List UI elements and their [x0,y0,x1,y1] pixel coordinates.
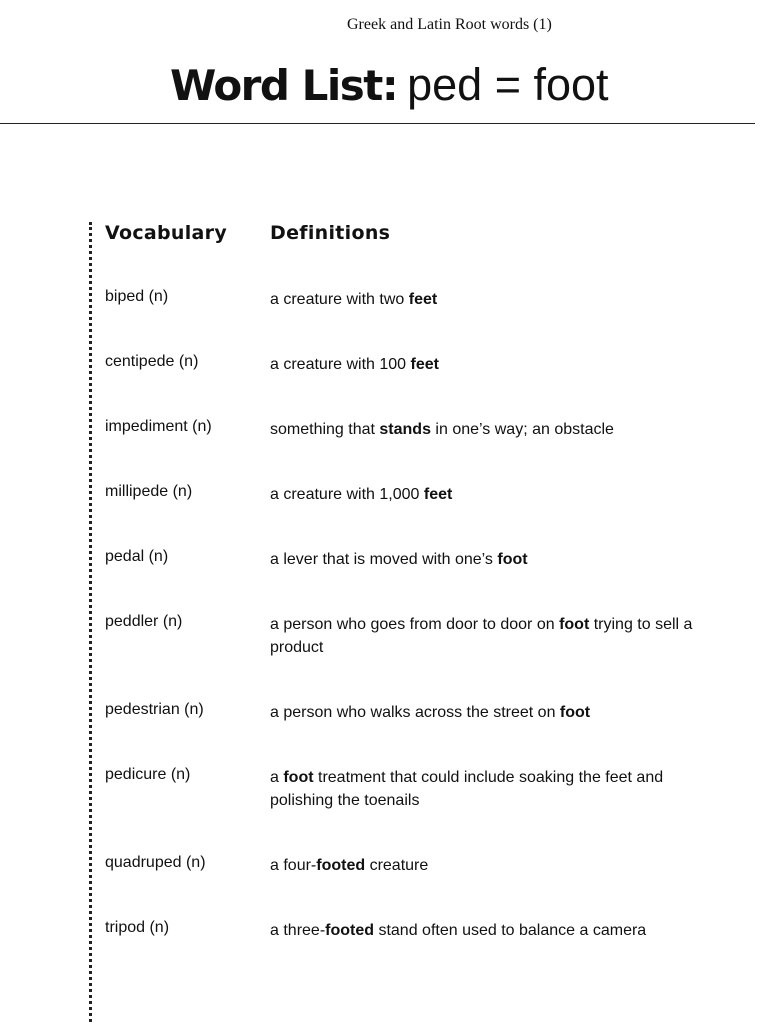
vocab-definition [270,854,710,877]
page-title-root: ped = foot [407,59,609,110]
definitions-column-header: Definitions [270,222,391,244]
definition-root-emphasis: feet [410,356,439,373]
vocab-term: millipede (n) [105,483,193,500]
vocab-term: peddler (n) [105,613,183,630]
definition-text: in one’s way; an obstacle [430,421,614,438]
vocab-term: tripod (n) [105,919,170,936]
title-divider [0,123,755,124]
definition-root-emphasis: foot [559,704,591,721]
definition-root-emphasis: stands [379,421,431,438]
definition-text: a creature with two [270,291,409,308]
vocab-term: impediment (n) [105,418,212,435]
definition-text: a person who goes from door to door on [270,616,560,633]
definition-root-emphasis: footed [316,857,366,874]
vocab-definition [270,766,710,812]
definition-text: a [270,769,284,786]
page-title-label: Word List: [170,61,398,110]
vocab-definition [270,353,710,376]
vocab-definition [270,919,710,942]
vocab-term: pedestrian (n) [105,701,204,718]
dotted-margin-line [89,222,92,1022]
vocab-term: biped (n) [105,288,169,305]
definition-text: a three- [270,922,326,939]
definition-text: a lever that is moved with one’s [270,551,498,568]
definition-text: a creature with 1,000 [270,486,424,503]
vocabulary-column-header: Vocabulary [105,222,228,244]
definition-root-emphasis: footed [325,922,375,939]
vocab-definition [270,613,710,659]
vocab-definition [270,288,710,311]
definition-text: creature [365,857,429,874]
vocab-definition [270,701,710,724]
vocab-term: pedal (n) [105,548,169,565]
definition-text: a four- [270,857,317,874]
definition-text: a person who walks across the street on [270,704,560,721]
definition-root-emphasis: foot [497,551,528,568]
definition-root-emphasis: feet [408,291,438,308]
definition-text: trying to sell a product [270,616,693,656]
vocab-definition [270,418,710,441]
vocab-definition [270,548,710,571]
definition-root-emphasis: foot [559,616,590,633]
definition-root-emphasis: foot [283,769,314,786]
definition-text: something that [270,421,380,438]
definition-root-emphasis: feet [423,486,453,503]
vocab-term: pedicure (n) [105,766,191,783]
definition-text: treatment that could include soaking the feet and polishing the toenails [270,769,664,809]
definition-text: stand often used to balance a camera [374,922,647,939]
vocab-definition [270,483,710,506]
vocab-term: centipede (n) [105,353,199,370]
definition-text: a creature with 100 [270,356,411,373]
vocab-term: quadruped (n) [105,854,206,871]
page-title [170,59,609,110]
series-title: Greek and Latin Root words (1) [347,16,552,33]
